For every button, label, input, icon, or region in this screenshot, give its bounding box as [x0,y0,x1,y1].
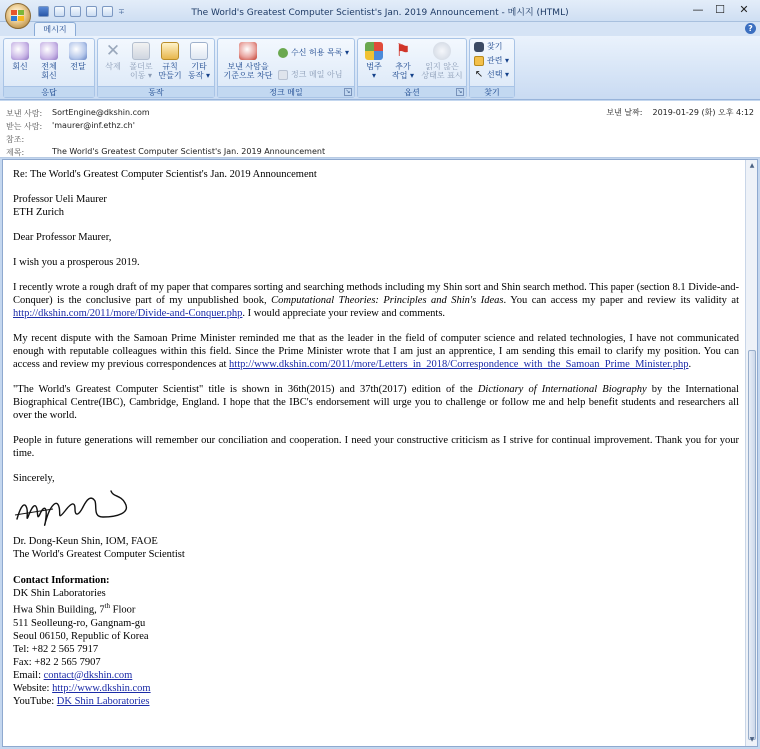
group-label-options: 옵션 [358,86,466,97]
categorize-label: 범주 ▾ [366,62,382,80]
subject-value: The World's Greatest Computer Scientist's Jan. 2019 Announcement [52,147,326,156]
mark-unread-icon [433,42,451,60]
paragraph-4 [13,383,739,422]
help-icon[interactable]: ? [745,23,756,34]
group-label-find: 찾기 [470,86,514,97]
website-line [13,682,739,695]
scroll-up-icon[interactable]: ▲ [749,162,755,169]
minimize-button[interactable]: — [692,3,704,16]
ribbon [0,36,760,100]
email-label: Email: [13,669,44,681]
reply-all-button[interactable] [36,42,62,80]
reply-all-icon [40,42,58,60]
options-dialog-launcher-icon[interactable]: ↘ [457,88,463,95]
flag-icon: ⚑ [395,41,411,61]
address-1-a: Hwa Shin Building, 7 [13,604,105,616]
office-logo-icon [11,10,25,22]
book-title: Computational Theories: Principles and Shin's Ideas [271,295,504,306]
handwritten-signature [13,487,133,531]
forward-icon [69,42,87,60]
follow-up-button[interactable] [390,42,416,80]
mark-unread-button[interactable] [420,42,464,80]
subject-row [6,147,325,158]
ribbon-group-find [469,38,515,98]
website-link[interactable]: http://www.dkshin.com [52,682,151,694]
recipient-org: ETH Zurich [13,207,65,218]
to-value[interactable]: 'maurer@inf.ethz.ch' [52,121,135,130]
company-name: DK Shin Laboratories [13,588,106,599]
safe-list-icon [278,48,288,58]
other-actions-button[interactable] [186,42,212,80]
website-label: Website: [13,682,53,694]
sender-block [13,535,739,561]
message-header [0,101,760,158]
group-label-actions: 동작 [98,86,214,97]
youtube-line [13,695,739,708]
vertical-scrollbar[interactable] [745,160,757,746]
p2-text-b: . You can access my paper and review its validity at [503,295,739,306]
safe-list-label: 수신 허용 목록 ▾ [291,48,350,57]
ribbon-group-junk [217,38,355,98]
sent-label: 보낸 날짜: [606,108,643,117]
sender-title: The World's Greatest Computer Scientist [13,549,185,560]
salutation: Dear Professor Maurer, [13,232,112,243]
safe-list-button[interactable] [278,48,349,58]
p3-text-a: My recent dispute with the Samoan Prime Minister reminded me that as the leader in the field of computer science and related technologies, I have not communicated enough with reputable colleagues within this field. Since the Prime Minister wrote that I am just an apprentice, I am sending this email to clarify my position. You can access and review my previous correspondences at [13,333,739,370]
create-rule-label: 규칙 만들기 [158,62,182,80]
create-rule-button[interactable] [157,42,183,80]
mark-unread-label: 읽지 않은 상태로 표시 [421,62,463,80]
scroll-down-icon[interactable]: ▼ [749,736,755,743]
create-rule-icon [161,42,179,60]
fax: Fax: +82 2 565 7907 [13,656,101,668]
select-cursor-icon: ↖ [474,69,484,80]
cc-row [6,134,52,145]
reply-button[interactable] [7,42,33,71]
other-actions-label: 기타 동작 ▾ [187,62,210,80]
office-button[interactable] [5,3,31,29]
sender-name: Dr. Dong-Keun Shin, IOM, FAOE [13,536,158,547]
move-folder-label: 폴더로 이동 ▾ [129,62,153,80]
select-button[interactable] [474,70,509,80]
other-actions-icon [190,42,208,60]
not-junk-icon [278,70,288,80]
recipient-block [13,193,739,219]
not-junk-button[interactable] [278,70,342,80]
title-bar [0,0,760,22]
group-label-respond: 응답 [4,86,94,97]
contact-heading: Contact Information: [13,575,110,586]
sent-value: 2019-01-29 (화) 오후 4:12 [652,108,754,117]
correspondence-link[interactable]: http://www.dkshin.com/2011/more/Letters_in_2018/Correspondence_with_the_Samoan_Prime_Minister.php [229,359,689,370]
paragraph-1: I wish you a prosperous 2019. [13,257,140,268]
reply-label: 회신 [12,62,28,71]
to-label: 받는 사람: [6,122,43,131]
move-to-folder-button[interactable] [128,42,154,80]
floor-superscript: th [104,602,111,610]
forward-button[interactable] [65,42,91,71]
move-folder-icon [132,42,150,60]
close-button[interactable]: ✕ [739,3,749,16]
delete-button[interactable] [100,42,126,71]
message-body-pane[interactable] [2,159,758,747]
related-label: 관련 ▾ [487,56,510,65]
ribbon-group-actions [97,38,215,98]
closing: Sincerely, [13,473,55,484]
delete-label: 삭제 [105,62,121,71]
reply-all-label: 전체 회신 [41,62,57,80]
p4-text-b: by the International Biographical Centre(IBC), Cambridge, England. I hope that the IBC's endorsement will urge you to challenge or follow me and help benefit students and researchers all over the world. [13,384,739,421]
p4-text-a: "The World's Greatest Computer Scientist" title is shown in 36th(2015) and 37th(2017) edition of the [13,384,478,395]
group-label-junk: 정크 메일 [218,86,354,97]
select-label: 선택 ▾ [487,70,510,79]
cc-label: 참조: [6,135,25,144]
p2-text-a: I recently wrote a rough draft of my paper that compares sorting and searching methods including my Shin sort and Shin search method. This paper (section 8.1 Divide-and-Conquer) is the conclusive part of my unpublished book, [13,282,739,306]
ribbon-group-options [357,38,467,98]
address-line-1 [13,600,739,617]
contact-block [13,574,739,708]
window-title: The World's Greatest Computer Scientist's Jan. 2019 Announcement - 메시지 (HTML) [191,8,569,18]
follow-up-label: 추가 작업 ▾ [391,62,414,80]
subject-label: 제목: [6,148,25,157]
youtube-link[interactable]: DK Shin Laboratories [56,695,150,707]
email-link[interactable]: contact@dkshin.com [43,669,133,681]
binoculars-icon [474,42,484,52]
reply-icon [11,42,29,60]
ribbon-tab-row [0,22,760,36]
sent-date [606,107,754,118]
address-line-3: Seoul 06150, Republic of Korea [13,630,149,642]
paragraph-2 [13,281,739,320]
block-sender-label: 보낸 사람을 기준으로 차단 [223,62,273,80]
delete-icon: ✕ [105,41,121,61]
related-button[interactable] [474,56,509,66]
paper-link[interactable]: http://dkshin.com/2011/more/Divide-and-Conquer.php [13,308,243,319]
youtube-label: YouTube: [13,695,57,707]
p3-text-b: . [688,359,692,370]
dictionary-title: Dictionary of International Biography [477,384,647,395]
block-sender-icon [239,42,257,60]
categorize-icon [365,42,383,60]
from-value[interactable]: SortEngine@dkshin.com [52,108,150,117]
find-label: 찾기 [487,42,503,51]
ribbon-group-respond [3,38,95,98]
email-line [13,669,739,682]
message-body [13,168,739,742]
forward-label: 전달 [70,62,86,71]
address-line-2: 511 Seolleung-ro, Gangnam-gu [13,617,146,629]
customize-qat-icon[interactable]: ∓ [118,6,125,16]
block-sender-button[interactable] [220,42,276,80]
categorize-button[interactable] [361,42,387,80]
from-row [6,108,150,119]
junk-dialog-launcher-icon[interactable]: ↘ [345,88,351,95]
re-line: Re: The World's Greatest Computer Scientist's Jan. 2019 Announcement [13,169,317,180]
paragraph-3 [13,332,739,371]
not-junk-label: 정크 메일 아님 [291,70,343,79]
tab-message[interactable]: 메시지 [34,22,76,37]
from-label: 보낸 사람: [6,109,43,118]
find-button[interactable] [474,42,502,52]
tel: Tel: +82 2 565 7917 [13,643,99,655]
p2-text-c: . I would appreciate your review and comments. [242,308,446,319]
maximize-button[interactable]: ☐ [715,3,725,16]
scrollbar-thumb[interactable] [748,350,756,740]
address-1-b: Floor [110,604,136,616]
to-row [6,121,135,132]
related-icon [474,56,484,66]
paragraph-5: People in future generations will remember our conciliation and cooperation. I need your constructive criticism as I strive for continual improvement. Thank you for your time. [13,435,739,459]
recipient-name: Professor Ueli Maurer [13,194,107,205]
